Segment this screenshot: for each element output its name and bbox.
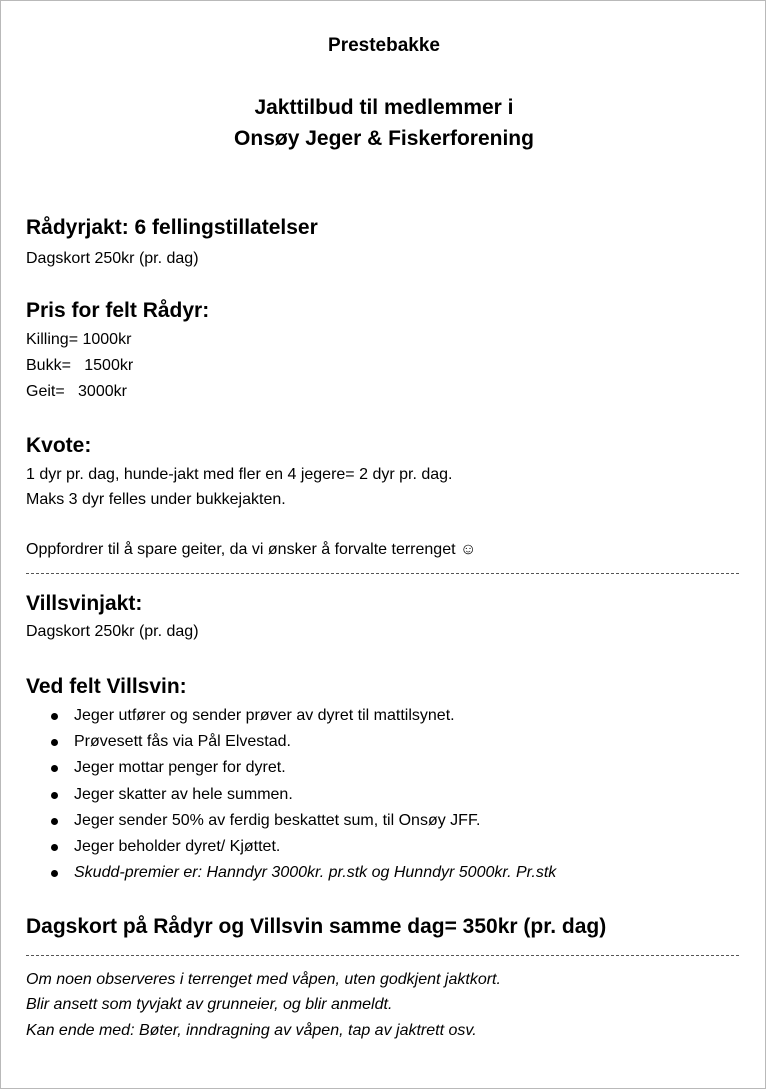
subtitle-line-1: Jakttilbud til medlemmer i — [254, 96, 514, 119]
list-item: Prøvesett fås via Pål Elvestad. — [26, 732, 556, 758]
divider-2 — [26, 955, 739, 956]
divider-1 — [26, 573, 739, 574]
felt-villsvin-heading: Ved felt Villsvin: — [26, 675, 187, 698]
radyr-dagskort: Dagskort 250kr (pr. dag) — [26, 250, 199, 267]
list-item: Skudd-premier er: Hanndyr 3000kr. pr.stk og Hunndyr 5000kr. Pr.stk — [26, 863, 556, 889]
combo-dagskort: Dagskort på Rådyr og Villsvin samme dag= 350kr (pr. dag) — [26, 915, 607, 938]
bullet-icon — [51, 713, 58, 720]
bullet-icon — [51, 844, 58, 851]
bullet-icon — [51, 792, 58, 799]
warning-line-1: Om noen observeres i terrenget med våpen, uten godkjent jaktkort. — [26, 971, 501, 988]
list-item: Jeger sender 50% av ferdig beskattet sum, til Onsøy JFF. — [26, 811, 556, 837]
kvote-heading: Kvote: — [26, 434, 92, 457]
warning-line-2: Blir ansett som tyvjakt av grunneier, og blir anmeldt. — [26, 996, 393, 1013]
villsvin-heading: Villsvinjakt: — [26, 592, 143, 615]
bullet-icon — [51, 739, 58, 746]
bullet-icon — [51, 765, 58, 772]
document-title: Prestebakke — [328, 35, 440, 56]
bullet-icon — [51, 870, 58, 877]
villsvin-dagskort: Dagskort 250kr (pr. dag) — [26, 623, 199, 640]
radyr-heading: Rådyrjakt: 6 fellingstillatelser — [26, 216, 318, 239]
pris-item-geit: Geit= 3000kr — [26, 383, 127, 400]
pris-heading: Pris for felt Rådyr: — [26, 299, 210, 322]
pris-item-bukk: Bukk= 1500kr — [26, 357, 134, 374]
list-item: Jeger utfører og sender prøver av dyret til mattilsynet. — [26, 706, 556, 732]
list-item: Jeger beholder dyret/ Kjøttet. — [26, 837, 556, 863]
bullet-icon — [51, 818, 58, 825]
pris-item-killing: Killing= 1000kr — [26, 331, 132, 348]
kvote-line-3: Oppfordrer til å spare geiter, da vi ønsker å forvalte terrenget ☺ — [26, 541, 477, 558]
villsvin-bullet-list — [26, 706, 556, 889]
list-item: Jeger skatter av hele summen. — [26, 785, 556, 811]
subtitle-line-2: Onsøy Jeger & Fiskerforening — [234, 127, 534, 150]
kvote-line-1: 1 dyr pr. dag, hunde-jakt med fler en 4 jegere= 2 dyr pr. dag. — [26, 466, 453, 483]
kvote-line-2: Maks 3 dyr felles under bukkejakten. — [26, 491, 286, 508]
warning-line-3: Kan ende med: Bøter, inndragning av våpen, tap av jaktrett osv. — [26, 1022, 477, 1039]
list-item: Jeger mottar penger for dyret. — [26, 758, 556, 784]
